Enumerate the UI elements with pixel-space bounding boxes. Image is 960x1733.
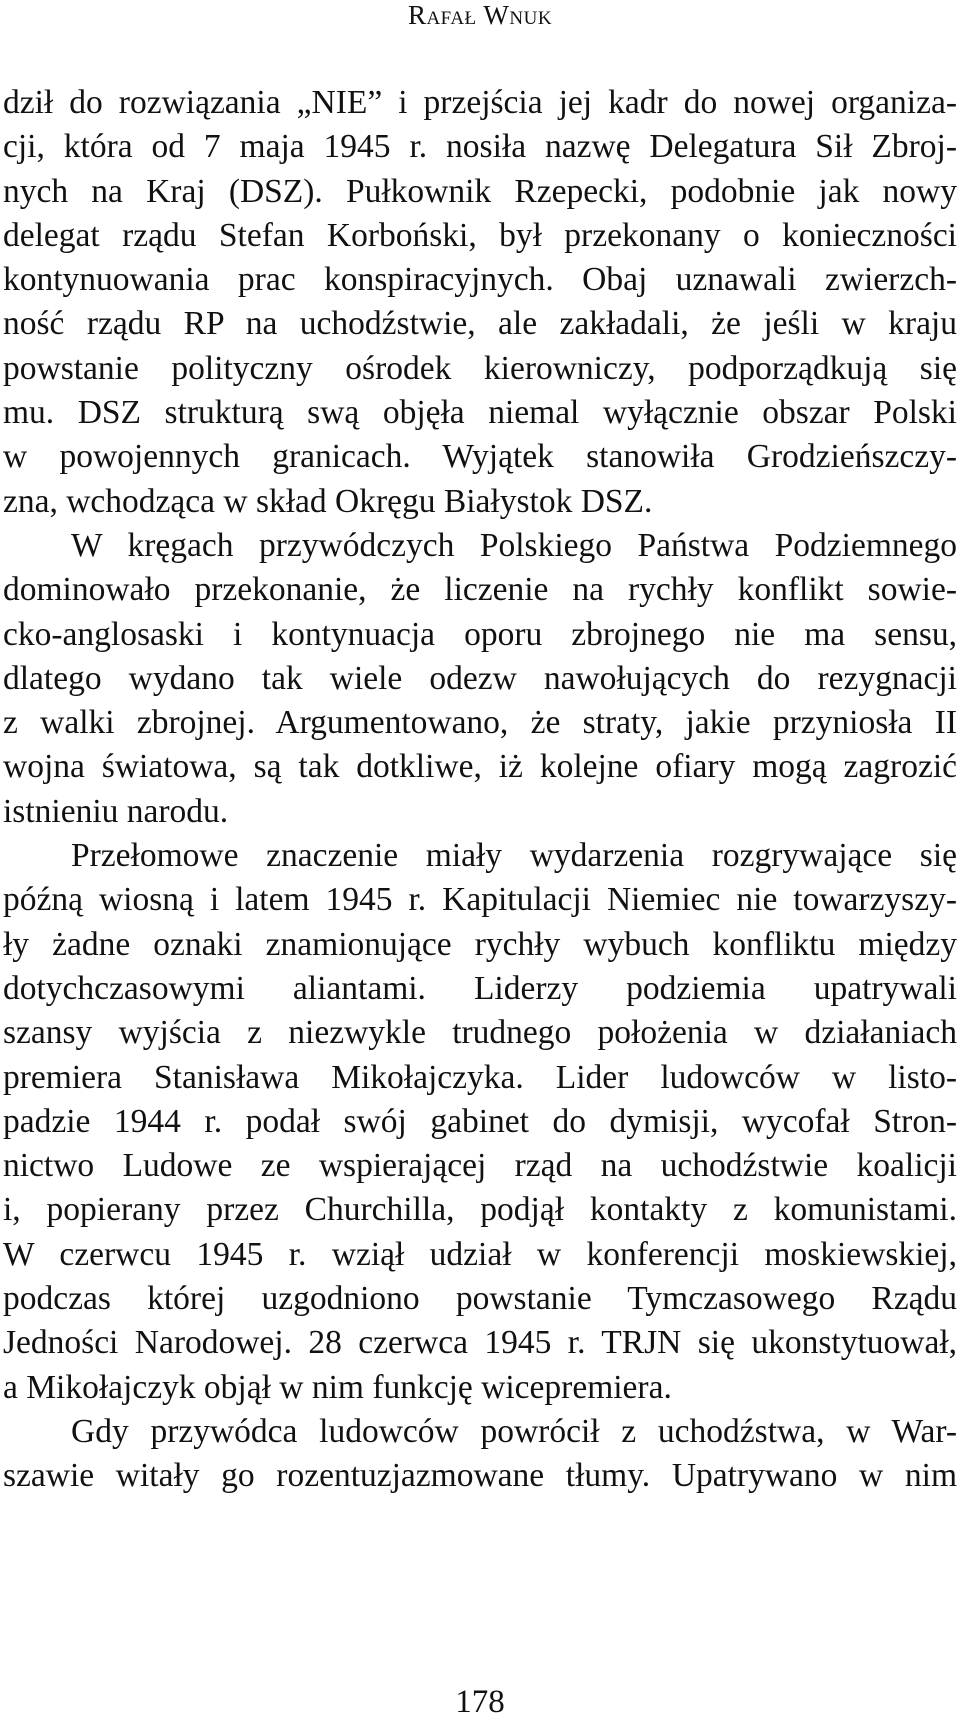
text-line: i, popierany przez Churchilla, podjął kontakty z komunistami. (3, 1191, 957, 1229)
text-line: Przełomowe znaczenie miały wydarzenia rozgrywające się (71, 837, 957, 875)
text-line: premiera Stanisława Mikołajczyka. Lider ludowców w listo- (3, 1058, 957, 1096)
text-line: dotychczasowymi aliantami. Liderzy podziemia upatrywali (3, 969, 957, 1007)
page-body-text (3, 81, 957, 1499)
text-line: dlatego wydano tak wiele odezw nawołujących do rezygnacji (3, 659, 957, 697)
text-line: Gdy przywódca ludowców powrócił z uchodźstwa, w War- (71, 1412, 957, 1450)
text-line: ność rządu RP na uchodźstwie, ale zakładali, że jeśli w kraju (3, 305, 957, 343)
text-line: nych na Kraj (DSZ). Pułkownik Rzepecki, podobnie jak nowy (3, 172, 957, 210)
text-line: ły żadne oznaki znamionujące rychły wybuch konfliktu między (3, 925, 957, 963)
text-line: podczas której uzgodniono powstanie Tymczasowego Rządu (3, 1280, 957, 1318)
text-line: szansy wyjścia z niezwykle trudnego położenia w działaniach (3, 1014, 957, 1052)
text-line: w powojennych granicach. Wyjątek stanowiła Grodzieńszczy- (3, 438, 957, 476)
text-line: mu. DSZ strukturą swą objęła niemal wyłącznie obszar Polski (3, 394, 957, 432)
text-line: wojna światowa, są tak dotkliwe, iż kolejne ofiary mogą zagrozić (3, 748, 957, 786)
text-line: powstanie polityczny ośrodek kierowniczy, podporządkują się (3, 349, 957, 387)
text-line: z walki zbrojnej. Argumentowano, że straty, jakie przyniosła II (3, 704, 957, 742)
text-line: cji, która od 7 maja 1945 r. nosiła nazwę Delegatura Sił Zbroj- (3, 128, 957, 166)
text-line: późną wiosną i latem 1945 r. Kapitulacji Niemiec nie towarzyszy- (3, 881, 957, 919)
text-line: W czerwcu 1945 r. wziął udział w konferencji moskiewskiej, (3, 1235, 957, 1273)
text-line: cko-anglosaski i kontynuacja oporu zbrojnego nie ma sensu, (3, 615, 957, 653)
text-line: delegat rządu Stefan Korboński, był przekonany o konieczności (3, 216, 957, 254)
text-line: dominowało przekonanie, że liczenie na rychły konflikt sowie- (3, 571, 957, 609)
running-head: Rafał Wnuk (407, 0, 553, 30)
text-line: Jedności Narodowej. 28 czerwca 1945 r. TRJN się ukonstytuował, (3, 1324, 957, 1362)
text-line: a Mikołajczyk objął w nim funkcję wicepremiera. (3, 1368, 672, 1406)
page-number: 178 (455, 1684, 505, 1720)
text-line: padzie 1944 r. podał swój gabinet do dymisji, wycofał Stron- (3, 1102, 957, 1140)
text-line: W kręgach przywódczych Polskiego Państwa Podziemnego (71, 526, 957, 564)
text-line: istnieniu narodu. (3, 792, 229, 830)
text-line: dził do rozwiązania „NIE” i przejścia jej kadr do nowej organiza- (3, 84, 957, 121)
text-line: nictwo Ludowe ze wspierającej rząd na uchodźstwie koalicji (3, 1147, 957, 1185)
text-line: kontynuowania prac konspiracyjnych. Obaj uznawali zwierzch- (3, 261, 957, 299)
text-line: zna, wchodząca w skład Okręgu Białystok DSZ. (3, 482, 653, 520)
text-line: szawie witały go rozentuzjazmowane tłumy. Upatrywano w nim (3, 1457, 957, 1495)
